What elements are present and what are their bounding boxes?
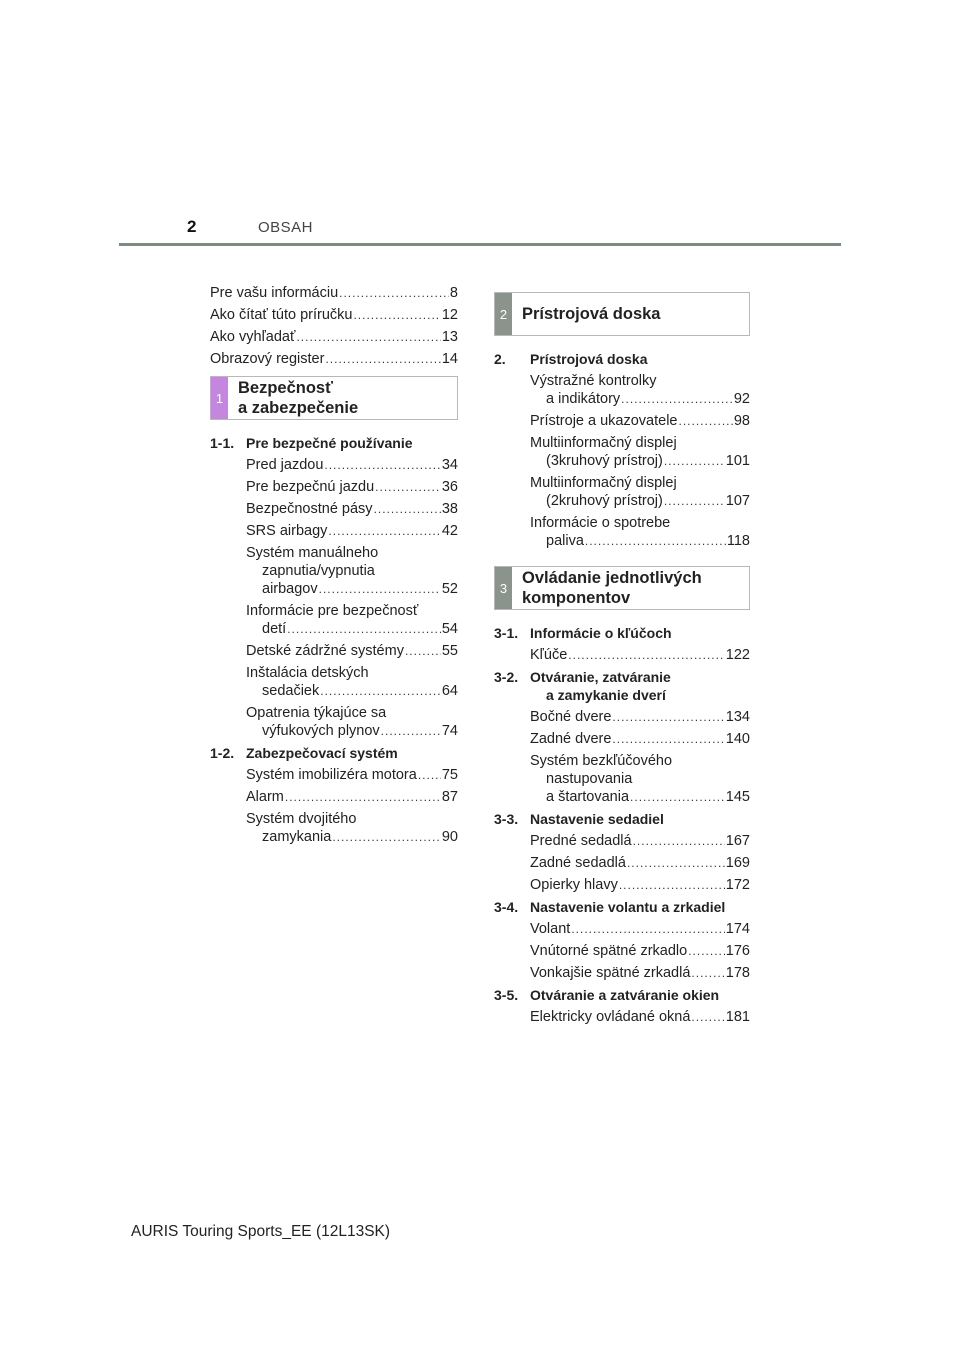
dot-leader xyxy=(688,942,725,960)
toc-page-number: 145 xyxy=(725,789,750,805)
dot-leader xyxy=(568,646,725,664)
dot-leader xyxy=(612,730,724,748)
toc-page-number: 38 xyxy=(441,501,458,517)
toc-page-number: 87 xyxy=(441,789,458,805)
toc-page-number: 181 xyxy=(725,1009,750,1025)
dot-leader xyxy=(691,1008,724,1026)
dot-leader xyxy=(325,350,440,368)
toc-entry xyxy=(246,704,458,740)
dot-leader xyxy=(664,492,725,510)
toc-entry xyxy=(530,412,750,430)
toc-entry xyxy=(530,474,750,510)
toc-link[interactable] xyxy=(530,1008,750,1026)
toc-entry xyxy=(530,646,750,664)
chapter-title: Informácie o kľúčoch xyxy=(530,625,672,641)
page-header xyxy=(0,0,960,250)
toc-page-number: 134 xyxy=(725,709,750,725)
toc-entry-title: (3kruhový prístroj) xyxy=(546,453,663,469)
section-header-1[interactable] xyxy=(210,376,458,420)
chapter-entries xyxy=(494,708,750,806)
toc-entry-line: nastupovania xyxy=(546,771,633,787)
toc-page-number: 8 xyxy=(449,285,458,301)
toc-entry-title: detí xyxy=(262,621,287,637)
toc-link[interactable] xyxy=(246,456,458,474)
toc-link[interactable] xyxy=(530,788,750,806)
toc-link[interactable] xyxy=(530,532,750,550)
chapter-title: Otváranie a zatváranie okien xyxy=(530,987,720,1003)
toc-page-number: 172 xyxy=(725,877,750,893)
toc-entry-title: Pre bezpečnú jazdu xyxy=(246,479,375,495)
toc-link[interactable] xyxy=(530,452,750,470)
dot-leader xyxy=(353,306,440,324)
dot-leader xyxy=(633,832,725,850)
chapter-heading[interactable] xyxy=(494,898,750,916)
toc-link[interactable] xyxy=(530,708,750,726)
section-header-2[interactable] xyxy=(494,292,750,336)
chapter-number: 2. xyxy=(494,351,506,367)
toc-entry-title: Elektricky ovládané okná xyxy=(530,1009,691,1025)
toc-entry xyxy=(530,730,750,748)
toc-entry xyxy=(530,876,750,894)
chapter-number: 1-1. xyxy=(210,435,235,451)
toc-entry-title: SRS airbagy xyxy=(246,523,328,539)
toc-page-number: 122 xyxy=(725,647,750,663)
toc-page-number: 167 xyxy=(725,833,750,849)
toc-entry xyxy=(530,752,750,806)
chapter-entries xyxy=(210,766,458,846)
toc-link[interactable] xyxy=(530,492,750,510)
toc-link[interactable] xyxy=(246,522,458,540)
toc-page-number: 14 xyxy=(441,351,458,367)
toc-entry xyxy=(530,854,750,872)
toc-entry xyxy=(530,942,750,960)
toc-link[interactable] xyxy=(530,646,750,664)
intro-link[interactable] xyxy=(210,350,458,368)
toc-entry xyxy=(246,522,458,540)
toc-entry xyxy=(246,664,458,700)
header-rule xyxy=(119,243,841,246)
intro-link[interactable] xyxy=(210,284,458,302)
toc-page-number: 74 xyxy=(441,723,458,739)
toc-entry-line: Systém dvojitého xyxy=(246,811,357,827)
toc-link[interactable] xyxy=(530,964,750,982)
section-number-tab: 1 xyxy=(211,377,228,419)
chapter-title: Zabezpečovací systém xyxy=(246,745,398,761)
toc-entry-line: Informácie o spotrebe xyxy=(530,515,671,531)
toc-link[interactable] xyxy=(530,854,750,872)
dot-leader xyxy=(612,708,724,726)
chapter-entries xyxy=(494,646,750,664)
toc-link[interactable] xyxy=(530,832,750,850)
toc-column-left xyxy=(210,284,458,850)
toc-link[interactable] xyxy=(246,722,458,740)
chapter-number: 3-5. xyxy=(494,987,519,1003)
section-number-tab: 3 xyxy=(495,567,512,609)
toc-entry xyxy=(246,500,458,518)
toc-entry-title: Prístroje a ukazovatele xyxy=(530,413,678,429)
intro-link[interactable] xyxy=(210,328,458,346)
toc-entry xyxy=(246,766,458,784)
toc-page-number: 64 xyxy=(441,683,458,699)
dot-leader xyxy=(619,876,725,894)
toc-link[interactable] xyxy=(246,642,458,660)
toc-entry-line: zapnutia/vypnutia xyxy=(262,563,375,579)
toc-entry xyxy=(246,788,458,806)
toc-page-number: 178 xyxy=(725,965,750,981)
section-title: Ovládanie jednotlivých komponentov xyxy=(522,569,702,607)
dot-leader xyxy=(320,682,441,700)
dot-leader xyxy=(405,642,441,660)
toc-entry xyxy=(530,1008,750,1026)
chapter-number: 3-1. xyxy=(494,625,519,641)
chapter-title: Prístrojová doska xyxy=(530,351,648,367)
toc-entry-title: Obrazový register xyxy=(210,351,325,367)
toc-entry-title: airbagov xyxy=(262,581,318,597)
toc-page-number: 34 xyxy=(441,457,458,473)
chapter-heading[interactable] xyxy=(494,624,750,642)
toc-page-number: 12 xyxy=(441,307,458,323)
chapter-entries xyxy=(210,456,458,740)
toc-entry-title: Vnútorné spätné zrkadlo xyxy=(530,943,688,959)
footer-model: AURIS Touring Sports_EE (12L13SK) xyxy=(131,1223,391,1240)
toc-entry xyxy=(530,514,750,550)
toc-entry-title: Ako vyhľadať xyxy=(210,329,296,345)
toc-page-number: 75 xyxy=(441,767,458,783)
running-title: OBSAH xyxy=(258,219,314,236)
toc-entry-title: Kľúče xyxy=(530,647,568,663)
toc-entry-line: Informácie pre bezpečnosť xyxy=(246,603,419,619)
dot-leader xyxy=(328,522,440,540)
toc-entry-title: sedačiek xyxy=(262,683,320,699)
toc-page-number: 90 xyxy=(441,829,458,845)
chapter-title: Pre bezpečné používanie xyxy=(246,435,413,451)
toc-link[interactable] xyxy=(530,920,750,938)
dot-leader xyxy=(679,412,733,430)
toc-entry-title: Ako čítať túto príručku xyxy=(210,307,353,323)
section-header-3[interactable] xyxy=(494,566,750,610)
toc-page-number: 42 xyxy=(441,523,458,539)
toc-link[interactable] xyxy=(246,682,458,700)
toc-page-number: 174 xyxy=(725,921,750,937)
toc-entry xyxy=(530,832,750,850)
toc-entry-title: a indikátory xyxy=(546,391,621,407)
toc-page-number: 176 xyxy=(725,943,750,959)
dot-leader xyxy=(418,766,441,784)
dot-leader xyxy=(375,478,441,496)
toc-entry-title: výfukových plynov xyxy=(262,723,380,739)
toc-link[interactable] xyxy=(530,412,750,430)
dot-leader xyxy=(374,500,441,518)
dot-leader xyxy=(630,788,725,806)
toc-page-number: 92 xyxy=(733,391,750,407)
dot-leader xyxy=(287,620,441,638)
chapter-number: 3-3. xyxy=(494,811,519,827)
dot-leader xyxy=(296,328,440,346)
toc-entry xyxy=(246,602,458,638)
chapter-entries xyxy=(494,372,750,550)
dot-leader xyxy=(332,828,441,846)
chapter-entries xyxy=(494,920,750,982)
toc-entry-title: a štartovania xyxy=(546,789,630,805)
toc-entry-title: Detské zádržné systémy xyxy=(246,643,404,659)
toc-page-number: 52 xyxy=(441,581,458,597)
toc-column-right xyxy=(494,284,750,1030)
chapter-heading[interactable] xyxy=(494,810,750,828)
toc-link[interactable] xyxy=(246,788,458,806)
toc-entry-title: (2kruhový prístroj) xyxy=(546,493,663,509)
chapter-title: Otváranie, zatváranie a zamykanie dverí xyxy=(530,669,671,703)
toc-link[interactable] xyxy=(246,766,458,784)
section-number-tab: 2 xyxy=(495,293,512,335)
toc-page-number: 54 xyxy=(441,621,458,637)
toc-link[interactable] xyxy=(246,828,458,846)
toc-entry-line: Multiinformačný displej xyxy=(530,435,677,451)
chapter-title: Nastavenie sedadiel xyxy=(530,811,664,827)
toc-entry-title: Bočné dvere xyxy=(530,709,612,725)
section-title: Bezpečnosť a zabezpečenie xyxy=(238,379,359,417)
toc-entry xyxy=(246,456,458,474)
toc-entry-line: Opatrenia týkajúce sa xyxy=(246,705,387,721)
dot-leader xyxy=(691,964,724,982)
dot-leader xyxy=(621,390,733,408)
toc-page-number: 140 xyxy=(725,731,750,747)
dot-leader xyxy=(381,722,441,740)
toc-entry xyxy=(530,372,750,408)
toc-link[interactable] xyxy=(246,580,458,598)
toc-entry xyxy=(246,642,458,660)
intro-list xyxy=(210,284,458,368)
dot-leader xyxy=(319,580,441,598)
intro-link[interactable] xyxy=(210,306,458,324)
toc-page-number: 169 xyxy=(725,855,750,871)
chapter-entries xyxy=(494,1008,750,1026)
toc-entry-title: Alarm xyxy=(246,789,284,805)
toc-page-number: 101 xyxy=(725,453,750,469)
dot-leader xyxy=(664,452,725,470)
dot-leader xyxy=(285,788,441,806)
chapter-number: 3-4. xyxy=(494,899,519,915)
toc-entry xyxy=(530,920,750,938)
toc-entry-title: Predné sedadlá xyxy=(530,833,632,849)
dot-leader xyxy=(339,284,449,302)
chapter-heading[interactable] xyxy=(494,668,750,704)
chapter-number: 1-2. xyxy=(210,745,235,761)
page-number: 2 xyxy=(187,217,197,236)
toc-entry-title: zamykania xyxy=(262,829,332,845)
toc-entry-title: Bezpečnostné pásy xyxy=(246,501,373,517)
chapter-heading[interactable] xyxy=(494,986,750,1004)
toc-entry-line: Multiinformačný displej xyxy=(530,475,677,491)
chapter-heading[interactable] xyxy=(494,350,750,368)
toc-entry xyxy=(246,810,458,846)
toc-entry-line: Inštalácia detských xyxy=(246,665,369,681)
toc-entry-title: Pred jazdou xyxy=(246,457,324,473)
toc-entry-title: Systém imobilizéra motora xyxy=(246,767,417,783)
toc-page-number: 13 xyxy=(441,329,458,345)
chapter-title: Nastavenie volantu a zrkadiel xyxy=(530,899,726,915)
dot-leader xyxy=(571,920,724,938)
toc-entry-title: Vonkajšie spätné zrkadlá xyxy=(530,965,691,981)
dot-leader xyxy=(627,854,725,872)
chapter-heading[interactable] xyxy=(210,744,458,762)
toc-page-number: 55 xyxy=(441,643,458,659)
toc-entry xyxy=(246,478,458,496)
toc-entry-title: Zadné sedadlá xyxy=(530,855,626,871)
chapter-number: 3-2. xyxy=(494,669,519,685)
toc-entry xyxy=(530,708,750,726)
toc-link[interactable] xyxy=(246,500,458,518)
chapter-heading[interactable] xyxy=(210,434,458,452)
dot-leader xyxy=(585,532,726,550)
toc-entry-title: Pre vašu informáciu xyxy=(210,285,339,301)
toc-entry-title: Zadné dvere xyxy=(530,731,612,747)
toc-link[interactable] xyxy=(246,620,458,638)
toc-page-number: 98 xyxy=(733,413,750,429)
toc-link[interactable] xyxy=(530,730,750,748)
toc-link[interactable] xyxy=(530,876,750,894)
toc-entry xyxy=(530,964,750,982)
toc-link[interactable] xyxy=(530,942,750,960)
toc-entry-title: paliva xyxy=(546,533,584,549)
section-title: Prístrojová doska xyxy=(522,305,661,323)
toc-entry xyxy=(246,544,458,598)
toc-page-number: 118 xyxy=(726,533,750,549)
dot-leader xyxy=(324,456,440,474)
chapter-entries xyxy=(494,832,750,894)
toc-entry-title: Volant xyxy=(530,921,571,937)
toc-entry-title: Opierky hlavy xyxy=(530,877,618,893)
toc-link[interactable] xyxy=(530,390,750,408)
toc-page-number: 36 xyxy=(441,479,458,495)
toc-entry-line: Výstražné kontrolky xyxy=(530,373,657,389)
toc-entry-line: Systém bezkľúčového xyxy=(530,753,673,769)
toc-link[interactable] xyxy=(246,478,458,496)
toc-entry xyxy=(530,434,750,470)
toc-entry-line: Systém manuálneho xyxy=(246,545,379,561)
toc-page-number: 107 xyxy=(725,493,750,509)
